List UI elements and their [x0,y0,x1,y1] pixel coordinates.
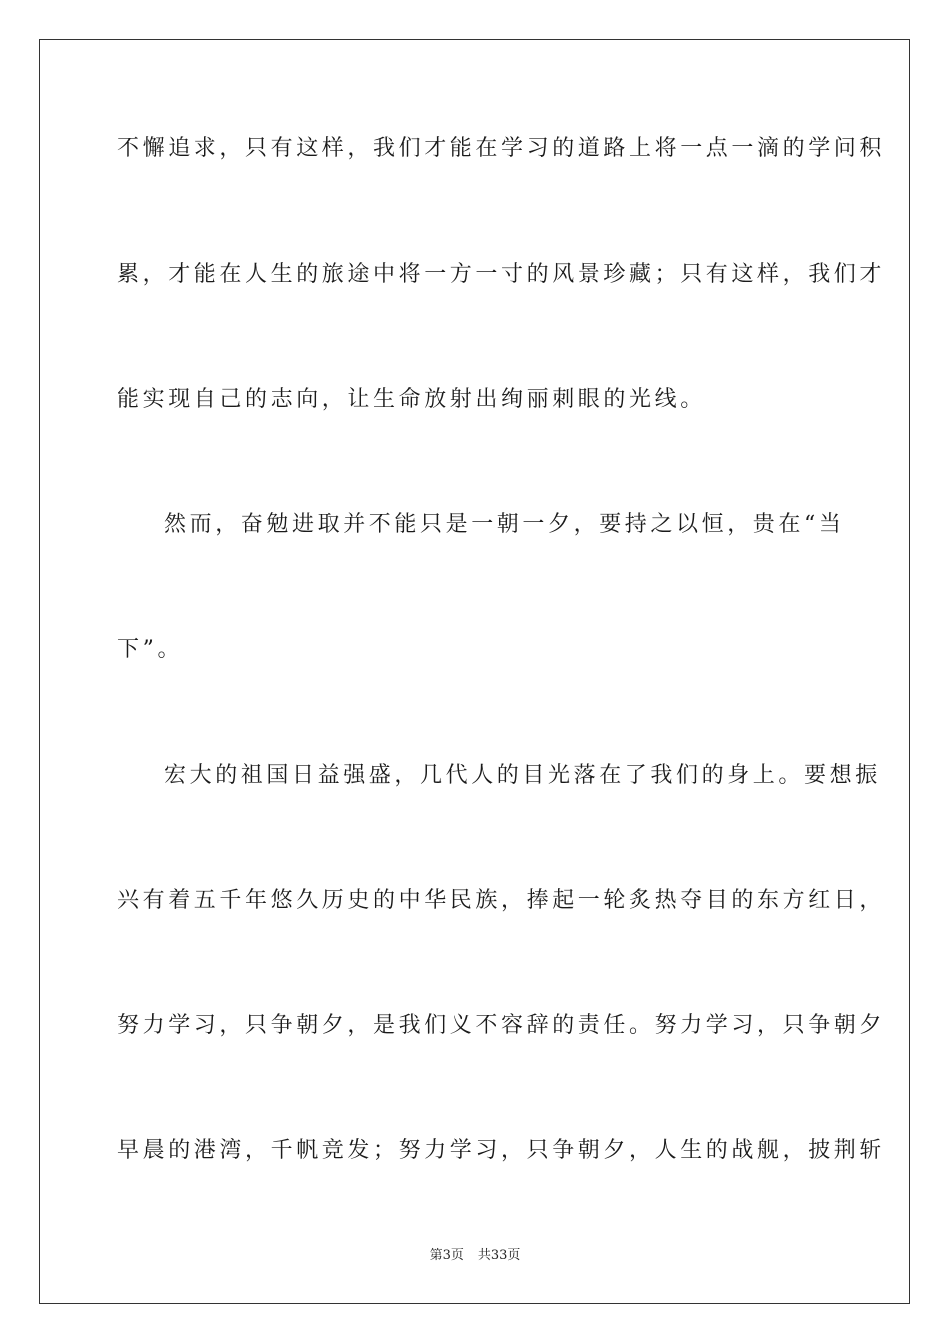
body-line: 早晨的港湾，千帆竞发；努力学习，只争朝夕，人生的战舰，披荆斩 [117,1138,886,1163]
body-line: 兴有着五千年悠久历史的中华民族，捧起一轮炙热夺目的东方红日， [117,888,886,913]
paragraph-first-line: 然而，奋勉进取并不能只是一朝一夕，要持之以恒，贵在“当 [164,512,845,537]
page-border [39,39,910,1304]
paragraph-first-line: 宏大的祖国日益强盛，几代人的目光落在了我们的身上。要想振 [164,763,881,788]
total-pages: 共33页 [477,1248,521,1263]
body-line: 累，才能在人生的旅途中将一方一寸的风景珍藏；只有这样，我们才 [117,262,886,287]
body-line: 下”。 [117,637,184,662]
body-line: 能实现自己的志向，让生命放射出绚丽刺眼的光线。 [117,387,706,412]
body-line: 不懈追求，只有这样，我们才能在学习的道路上将一点一滴的学问积 [117,136,886,161]
body-line: 努力学习，只争朝夕，是我们义不容辞的责任。努力学习，只争朝夕 [117,1013,886,1038]
page-footer [0,1248,950,1264]
current-page-number: 第3页 [429,1248,464,1263]
